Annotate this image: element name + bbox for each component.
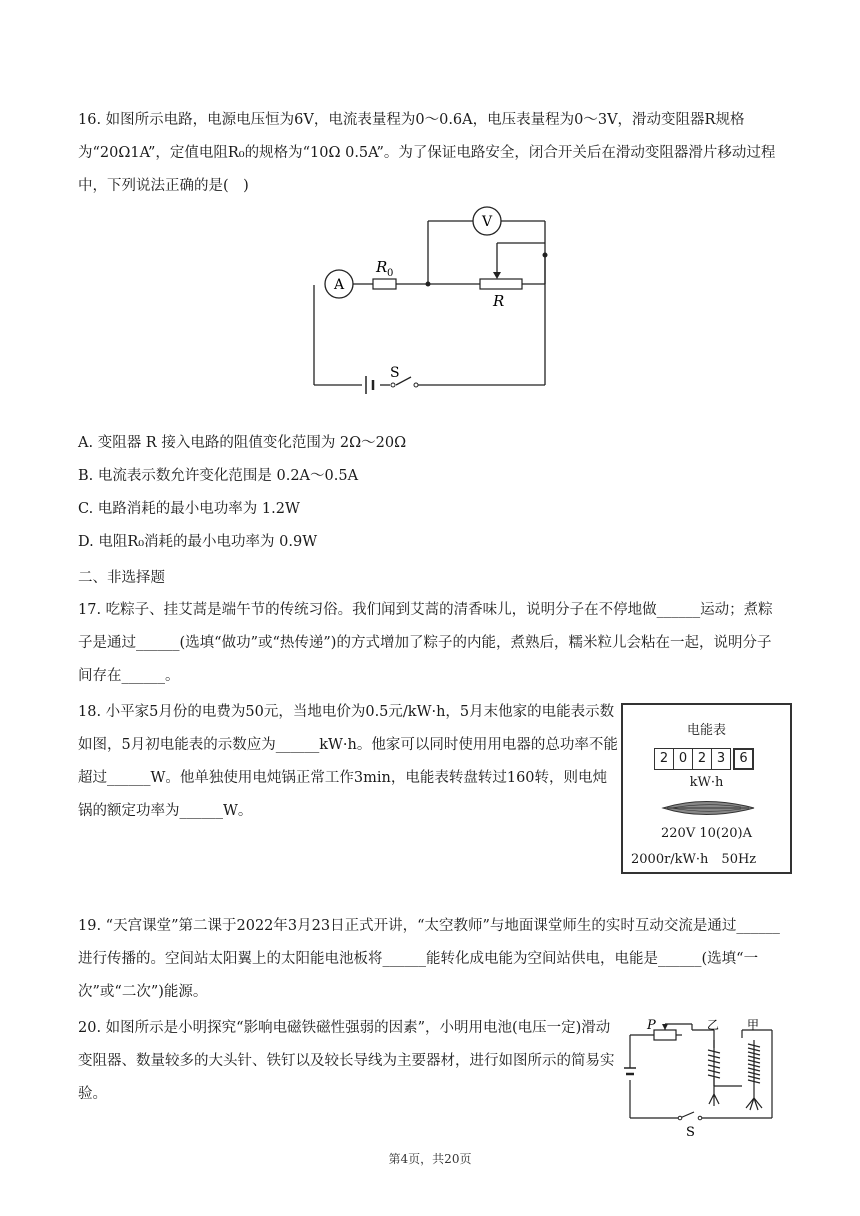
q17-text: 17. 吃粽子、挂艾蒿是端午节的传统习俗。我们闻到艾蒿的清香味儿，说明分子在不停地做______运动；煮粽子是通过______(选填“做功”或“热传递”)的方式增加了粽子的内能，煮熟后，糯米粒儿会粘在一起，说明分子间存在______。 [78,602,773,684]
r0-label: R [376,258,388,276]
meter-title: 电能表 [686,723,726,738]
ammeter-label: A [333,277,345,293]
switch-label: S [390,365,400,381]
q16-option-c: C. 电路消耗的最小电功率为 1.2W [78,501,300,517]
electricity-meter-figure [621,703,792,874]
coil-b-label: 乙 [707,1018,720,1032]
q20-switch-label: S [686,1125,695,1140]
voltmeter-label: V [481,214,493,230]
meter-digits [655,748,754,770]
q18-stem: 18. 小平家5月份的电费为50元，当地电价为0.5元/kW·h，5月末他家的电能表示数如图，5月初电能表的示数应为______kW·h。他家可以同时使用用电器的总功率不能超过______W。他单独使用电炖锅正常工作3min，电能表转盘转过160转，则电炖锅的额定功率为______W。 [78,704,618,819]
q16-circuit-diagram [300,200,560,400]
coil-a-label: 甲 [747,1018,760,1032]
meter-digit-decimal: 6 [733,748,754,770]
meter-disc-icon [661,797,756,819]
q19-text: 19. “天宫课堂”第二课于2022年3月23日正式开讲，“太空教师”与地面课堂师生的实时互动交流是通过______进行传播的。空间站太阳翼上的太阳能电池板将______能转化成电能为空间站供电，电能是______(选填“一次”或“二次”)能源。 [78,918,780,1000]
q16-stem: 16. 如图所示电路，电源电压恒为6V，电流表量程为0～0.6A，电压表量程为0～3V，滑动变阻器R规格为“20Ω1A”，定值电阻R₀的规格为“10Ω 0.5A”。为了保证电路安全，闭合开关后在滑动变阻器滑片移动过程中，下列说法正确的是( ) [78,112,776,194]
meter-digit: 0 [673,748,693,770]
rheostat-label: R [493,292,505,310]
slider-label: P [647,1018,656,1033]
r0-subscript: 0 [387,268,394,279]
meter-spec-voltage: 220V 10(20)A [661,826,752,841]
meter-digit: 2 [654,748,674,770]
page-footer: 第4页，共20页 [388,1152,472,1166]
q16-option-d: D. 电阻R₀消耗的最小电功率为 0.9W [78,534,318,550]
meter-digit: 3 [711,748,731,770]
q16-option-b: B. 电流表示数允许变化范围是 0.2A～0.5A [78,468,359,484]
meter-digit: 2 [692,748,712,770]
meter-spec-revolutions: 2000r/kW·h 50Hz [631,852,757,867]
q20-electromagnet-diagram [622,1018,787,1140]
q20-stem: 20. 如图所示是小明探究“影响电磁铁磁性强弱的因素”，小明用电池(电压一定)滑动变阻器、数量较多的大头针、铁钉以及较长导线为主要器材，进行如图所示的简易实验。 [78,1020,615,1102]
q16-option-a: A. 变阻器 R 接入电路的阻值变化范围为 2Ω～20Ω [78,435,407,451]
section-heading: 二、非选择题 [78,570,165,586]
meter-unit: kW·h [689,775,724,790]
